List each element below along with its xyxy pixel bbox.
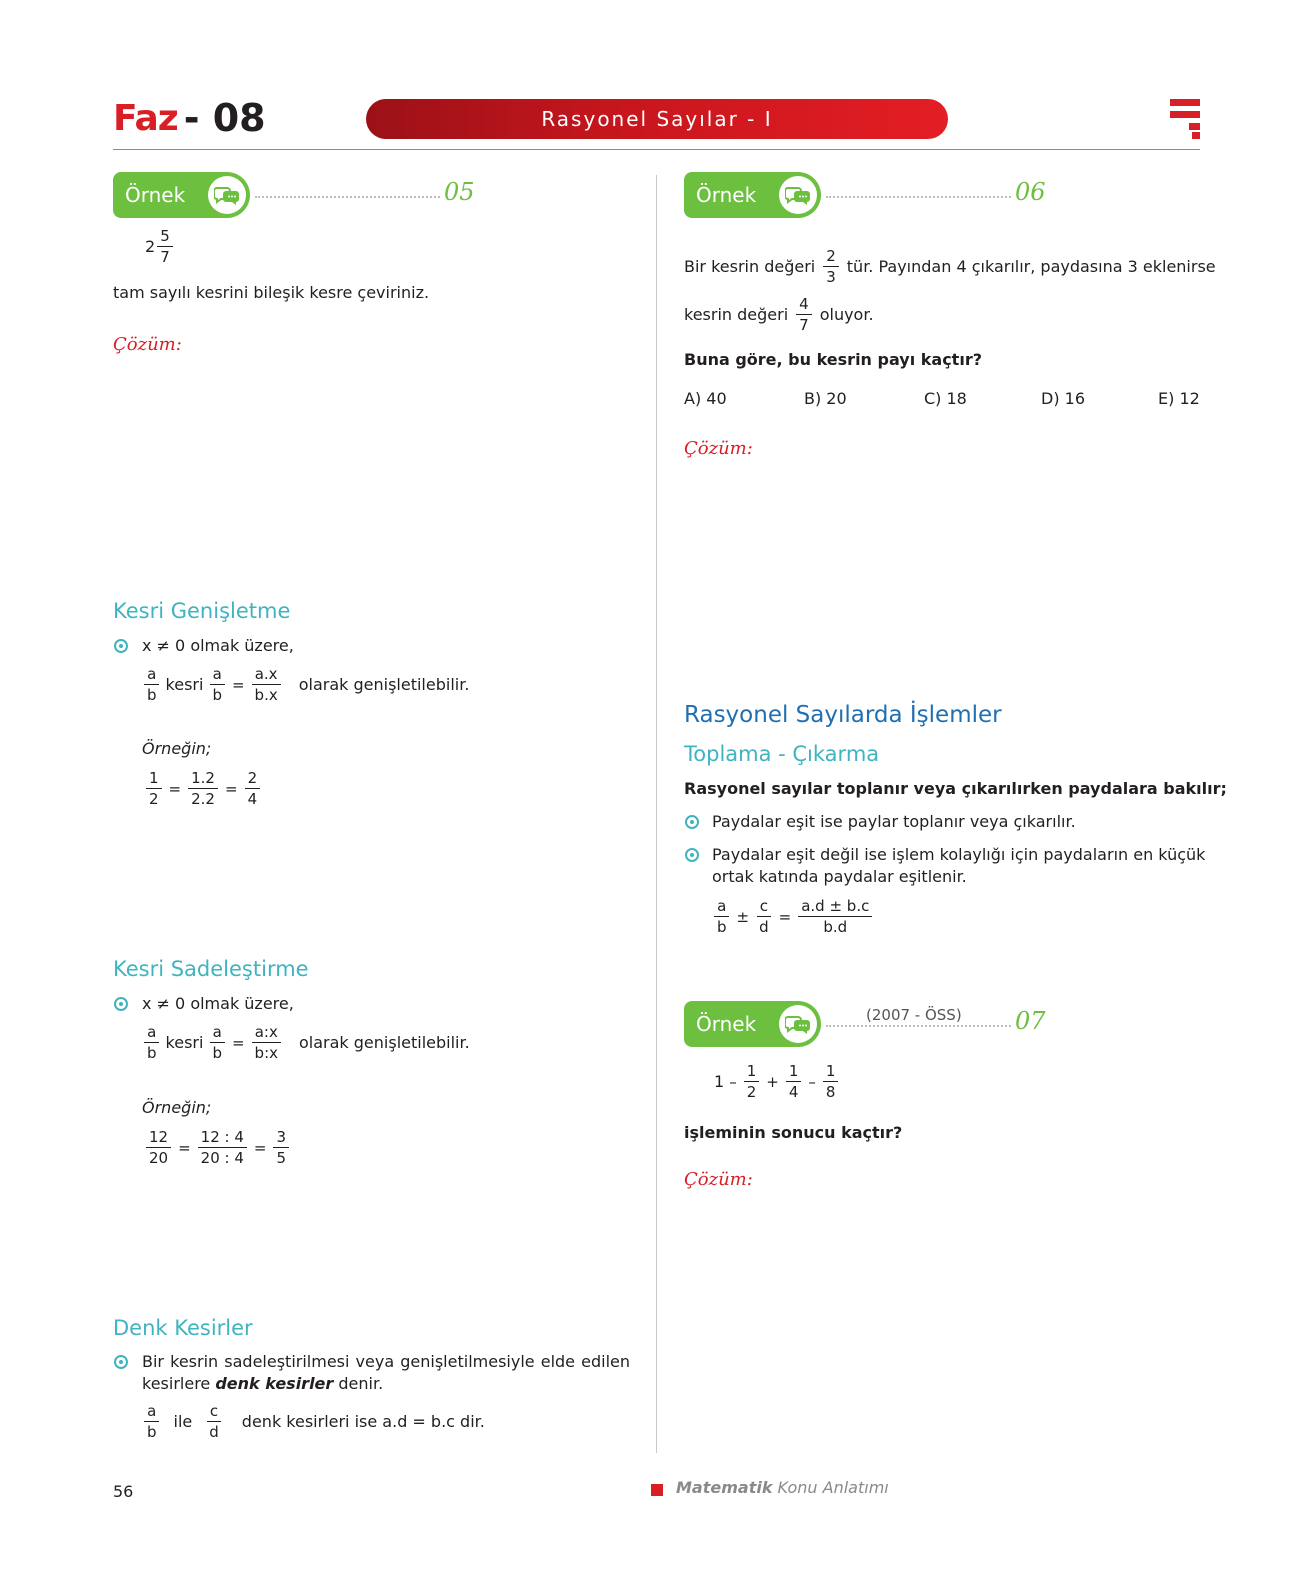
choice-d[interactable]: D) 16 <box>1041 389 1086 408</box>
denominator: 7 <box>799 316 809 334</box>
numerator: 1 <box>146 768 162 789</box>
numerator: a <box>210 1022 225 1043</box>
denominator: 2 <box>149 790 159 808</box>
choice-c[interactable]: C) 18 <box>924 389 967 408</box>
denominator: 20 : 4 <box>200 1149 244 1167</box>
numerator: 4 <box>796 294 812 315</box>
kesri-word: kesri <box>165 1033 204 1052</box>
ornek-badge-05 <box>113 172 250 218</box>
section-subheading: Toplama - Çıkarma <box>684 742 880 766</box>
example-number: 07 <box>1015 1007 1046 1035</box>
denominator: 8 <box>825 1083 836 1101</box>
section-heading: Kesri Sadeleştirme <box>113 957 309 981</box>
footer-brand <box>676 1478 889 1497</box>
fraction <box>744 1061 760 1102</box>
column-divider <box>656 175 657 1453</box>
ex06-line-1-post: tür. Payından 4 çıkarılır, paydasına 3 eklenirse <box>846 257 1216 276</box>
fraction <box>206 1401 222 1442</box>
denominator: 3 <box>826 268 836 286</box>
fraction <box>144 664 160 705</box>
denk-formula <box>142 1401 485 1442</box>
numerator: a <box>714 896 729 917</box>
denominator: 4 <box>788 1083 799 1101</box>
fraction <box>796 294 812 335</box>
denominator: b <box>212 1044 222 1062</box>
numerator: 12 : 4 <box>198 1127 247 1148</box>
example-prompt: tam sayılı kesrini bileşik kesre çeviriniz. <box>113 283 430 302</box>
fraction <box>245 768 261 809</box>
bullet-icon <box>114 1355 128 1369</box>
section-heading: Kesri Genişletme <box>113 599 291 623</box>
fraction <box>273 1127 289 1168</box>
formula-suffix: denk kesirleri ise a.d = b.c dir. <box>241 1412 485 1431</box>
denominator: b <box>147 1423 157 1441</box>
numerator: 2 <box>823 246 839 267</box>
fraction <box>756 896 772 937</box>
bullet-icon <box>685 815 699 829</box>
equals-sign: = <box>224 779 238 798</box>
bullet-2-line-2: ortak katında paydalar eşitlenir. <box>712 867 967 886</box>
cozum-label: Çözüm: <box>113 334 182 355</box>
logo <box>113 97 266 139</box>
ex06-line-2-pre: kesrin değeri <box>684 305 789 324</box>
denominator: 20 <box>149 1149 169 1167</box>
expansion-formula <box>142 664 469 705</box>
ex06-question: Buna göre, bu kesrin payı kaçtır? <box>684 350 982 369</box>
chat-bubble-icon <box>779 1005 817 1043</box>
denk-line-2-pre: kesirlere <box>142 1374 216 1393</box>
fraction <box>157 226 173 267</box>
page-number: 56 <box>113 1482 134 1501</box>
source-label: (2007 - ÖSS) <box>866 1006 962 1024</box>
footer-brand-bold: Matematik <box>676 1478 773 1497</box>
denk-line-1: Bir kesrin sadeleştirilmesi veya genişletilmesiyle elde edilen <box>142 1352 630 1371</box>
condition-text: x ≠ 0 olmak üzere, <box>142 636 294 655</box>
fraction <box>252 1022 281 1063</box>
plus-minus-sign: ± <box>736 907 750 926</box>
denk-term: denk kesirler <box>215 1374 334 1393</box>
numerator: 1 <box>786 1061 802 1082</box>
fraction <box>786 1061 802 1102</box>
chat-bubble-icon <box>208 176 246 214</box>
numerator: a <box>210 664 225 685</box>
chat-bubble-icon <box>779 176 817 214</box>
numerator: a <box>144 664 159 685</box>
dotted-leader <box>255 196 440 198</box>
fraction <box>798 896 872 937</box>
fraction <box>209 664 225 705</box>
denk-line-2 <box>142 1373 383 1395</box>
fraction <box>188 768 218 809</box>
ornegin-label: Örneğin; <box>142 739 212 758</box>
islemler-intro: Rasyonel sayılar toplanır veya çıkarılırken paydalara bakılır; <box>684 779 1227 798</box>
example-number: 06 <box>1015 178 1046 206</box>
ex06-line-1 <box>684 246 1216 287</box>
page-title: Rasyonel Sayılar - I <box>366 99 948 139</box>
denominator: b <box>147 686 157 704</box>
fraction <box>714 896 730 937</box>
bullet-1-text: Paydalar eşit ise paylar toplanır veya çıkarılır. <box>712 812 1076 831</box>
equals-sign: = <box>231 675 245 694</box>
simplification-example <box>144 1127 291 1168</box>
kesri-word: kesri <box>165 675 204 694</box>
ex06-line-1-pre: Bir kesrin değeri <box>684 257 816 276</box>
formula-suffix: olarak genişletilebilir. <box>298 675 470 694</box>
mixed-whole: 2 <box>145 237 156 256</box>
ornek-label: Örnek <box>125 183 186 207</box>
ornek-badge-07 <box>684 1001 821 1047</box>
denk-line-2-post: denir. <box>333 1374 384 1393</box>
numerator: a.x <box>252 664 281 685</box>
choice-b[interactable]: B) 20 <box>804 389 847 408</box>
minus-sign: – <box>729 1072 737 1091</box>
denominator: 4 <box>247 790 258 808</box>
denominator: b <box>212 686 222 704</box>
footer-square-icon <box>651 1484 663 1496</box>
numerator: 12 <box>146 1127 171 1148</box>
dotted-leader <box>826 196 1011 198</box>
mixed-number <box>145 226 175 267</box>
bullet-2-line-1: Paydalar eşit değil ise işlem kolaylığı için paydaların en küçük <box>712 845 1206 864</box>
numerator: a <box>144 1022 159 1043</box>
footer-brand-rest: Konu Anlatımı <box>772 1478 889 1497</box>
simplification-formula <box>142 1022 470 1063</box>
numerator: c <box>207 1401 221 1422</box>
fraction <box>823 246 839 287</box>
fraction <box>146 768 162 809</box>
numerator: 3 <box>273 1127 289 1148</box>
brand-mark-icon <box>1170 99 1200 139</box>
choice-e[interactable]: E) 12 <box>1158 389 1200 408</box>
ornek-label: Örnek <box>696 183 757 207</box>
denominator: b.x <box>254 686 278 704</box>
ile-word: ile <box>173 1412 193 1431</box>
fraction <box>209 1022 225 1063</box>
numerator: 1.2 <box>188 768 218 789</box>
minus-sign: – <box>808 1072 816 1091</box>
formula-suffix: olarak genişletilebilir. <box>299 1033 470 1052</box>
ornek-label: Örnek <box>696 1012 757 1036</box>
logo-word: Faz <box>113 97 178 139</box>
bullet-icon <box>114 997 128 1011</box>
plus-sign: + <box>766 1072 779 1091</box>
section-heading: Rasyonel Sayılarda İşlemler <box>684 702 1002 728</box>
denominator: b:x <box>254 1044 278 1062</box>
denominator: b <box>717 918 727 936</box>
ex06-line-2-post: oluyor. <box>819 305 874 324</box>
denominator: 2 <box>746 1083 757 1101</box>
dotted-leader <box>826 1025 1011 1027</box>
denominator: b <box>147 1044 157 1062</box>
fraction <box>252 664 281 705</box>
ex06-line-2 <box>684 294 874 335</box>
bullet-icon <box>114 639 128 653</box>
bullet-icon <box>685 848 699 862</box>
denominator: 5 <box>276 1149 287 1167</box>
fraction <box>144 1022 160 1063</box>
numerator: a:x <box>252 1022 281 1043</box>
fraction <box>198 1127 247 1168</box>
fraction <box>144 1401 160 1442</box>
expansion-example <box>144 768 262 809</box>
logo-number: - 08 <box>183 96 266 140</box>
equals-sign: = <box>253 1138 267 1157</box>
numerator: 1 <box>744 1061 760 1082</box>
equals-sign: = <box>778 907 792 926</box>
whole-one: 1 <box>714 1072 725 1091</box>
ex07-question: işleminin sonucu kaçtır? <box>684 1123 903 1142</box>
numerator: 2 <box>245 768 261 789</box>
numerator: c <box>757 896 771 917</box>
denominator: d <box>209 1423 219 1441</box>
ornek-badge-06 <box>684 172 821 218</box>
choice-a[interactable]: A) 40 <box>684 389 727 408</box>
cozum-label: Çözüm: <box>684 1169 753 1190</box>
denominator: b.d <box>823 918 848 936</box>
equals-sign: = <box>178 1138 191 1157</box>
example-number: 05 <box>444 178 475 206</box>
equals-sign: = <box>231 1033 245 1052</box>
condition-text: x ≠ 0 olmak üzere, <box>142 994 294 1013</box>
numerator: 5 <box>157 226 173 247</box>
cozum-label: Çözüm: <box>684 438 753 459</box>
addition-formula <box>712 896 874 937</box>
numerator: a <box>144 1401 159 1422</box>
numerator: a.d ± b.c <box>798 896 872 917</box>
equals-sign: = <box>168 779 182 798</box>
header-rule <box>113 149 1200 150</box>
fraction <box>823 1061 839 1102</box>
fraction <box>146 1127 171 1168</box>
ex07-expression <box>714 1061 840 1102</box>
section-heading: Denk Kesirler <box>113 1316 253 1340</box>
numerator: 1 <box>823 1061 839 1082</box>
denominator: 2.2 <box>191 790 215 808</box>
denominator: 7 <box>160 248 170 266</box>
ornegin-label: Örneğin; <box>142 1098 212 1117</box>
denominator: d <box>759 918 769 936</box>
